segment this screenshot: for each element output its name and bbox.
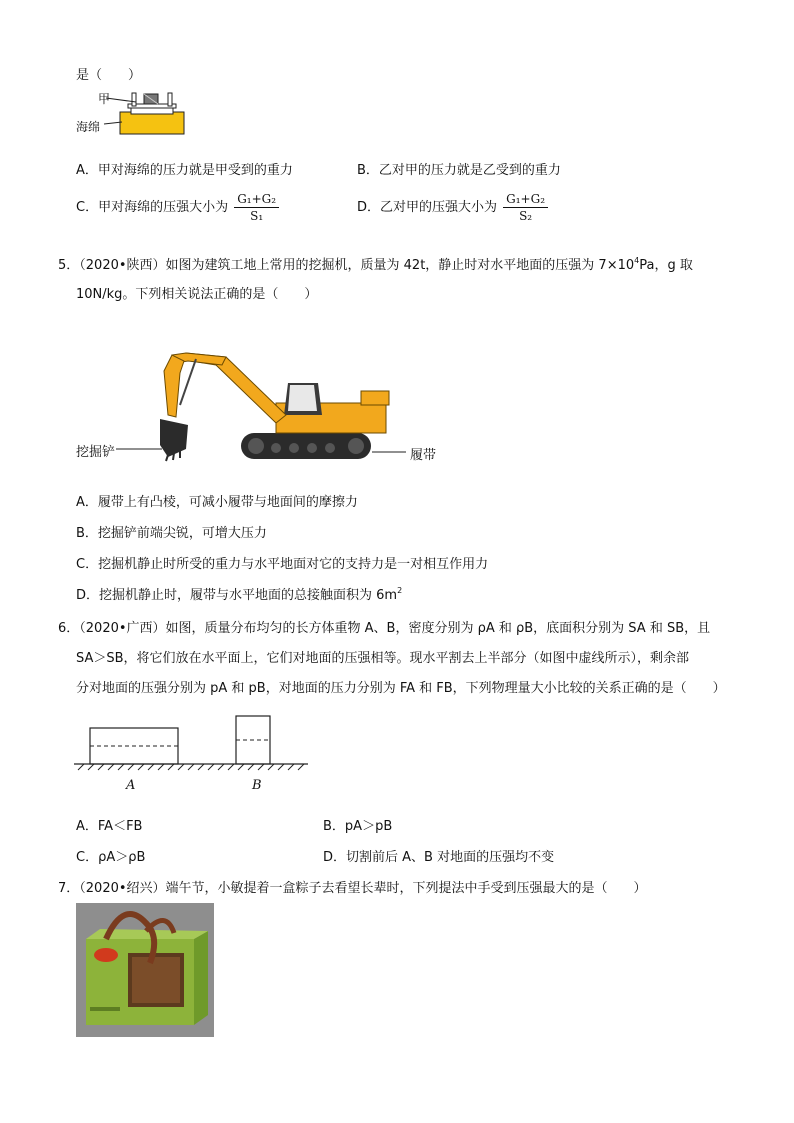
q4-option-d-denominator: S₂ xyxy=(519,209,533,223)
q7-gift-box-photo xyxy=(76,903,214,1037)
q6-option-b: B．pA＞pB xyxy=(323,819,393,834)
q4-option-b: B．乙对甲的压力就是乙受到的重力 xyxy=(357,163,561,178)
label-block-a: A xyxy=(126,778,136,793)
q4-stem-tail: 是（ ） xyxy=(76,68,142,83)
q4-option-c-fraction xyxy=(234,192,279,223)
q6-stem-line1: 6．（2020•广西）如图，质量分布均匀的长方体重物 A、B，密度分别为 ρA 和 ρB，底面积分别为 SA 和 SB，且 xyxy=(58,621,711,636)
q5-stem-part-a: 5．（2020•陕西）如图为建筑工地上常用的挖掘机，质量为 42t，静止时对水平地面的压强为 7×10 xyxy=(58,258,635,273)
q6-stem-line2: SA＞SB，将它们放在水平面上，它们对地面的压强相等。现水平割去上半部分（如图中虚线所示），剩余部 xyxy=(76,651,690,666)
q5-option-d-text: D．挖掘机静止时，履带与水平地面的总接触面积为 6m xyxy=(76,588,398,603)
q4-option-c xyxy=(76,192,279,223)
q4-option-d-fraction xyxy=(503,192,548,223)
q6-option-d: D．切割前后 A、B 对地面的压强均不变 xyxy=(323,850,555,865)
q5-option-d xyxy=(76,584,402,603)
q5-option-b: B．挖掘铲前端尖锐，可增大压力 xyxy=(76,526,267,541)
q4-option-c-numerator: G₁+G₂ xyxy=(234,192,279,208)
label-sponge: 海绵 xyxy=(76,120,101,134)
q4-option-a: A．甲对海绵的压力就是甲受到的重力 xyxy=(76,163,293,178)
q5-stem-exponent: 4 xyxy=(634,256,640,265)
q4-figure xyxy=(76,88,206,148)
q5-stem-line1 xyxy=(58,254,693,273)
q6-option-c: C．ρA＞ρB xyxy=(76,850,146,865)
q5-option-d-exponent: 2 xyxy=(397,586,403,595)
label-shovel: 挖掘铲 xyxy=(76,445,116,460)
q6-stem-line3: 分对地面的压强分别为 pA 和 pB，对地面的压力分别为 FA 和 FB，下列物理量大小比较的关系正确的是（ ） xyxy=(76,681,726,696)
q4-option-c-text: C．甲对海绵的压强大小为 xyxy=(76,200,229,215)
q4-option-c-denominator: S₁ xyxy=(250,209,264,223)
q6-option-a: A．FA＜FB xyxy=(76,819,143,834)
q5-excavator-figure xyxy=(76,345,456,475)
q6-blocks-figure xyxy=(74,712,314,798)
label-block-b: B xyxy=(252,778,262,793)
label-jia: 甲 xyxy=(98,92,111,106)
q5-stem-line2: 10N/kg。下列相关说法正确的是（ ） xyxy=(76,287,318,302)
q5-option-c: C．挖掘机静止时所受的重力与水平地面对它的支持力是一对相互作用力 xyxy=(76,557,489,572)
q5-stem-part-b: Pa，g 取 xyxy=(639,258,693,273)
q4-option-d-text: D．乙对甲的压强大小为 xyxy=(357,200,498,215)
q7-stem-line1: 7．（2020•绍兴）端午节，小敏提着一盒粽子去看望长辈时，下列提法中手受到压强最大的是（ ） xyxy=(58,881,647,896)
q4-option-d-numerator: G₁+G₂ xyxy=(503,192,548,208)
q5-option-a: A．履带上有凸棱，可减小履带与地面间的摩擦力 xyxy=(76,495,358,510)
q4-option-d xyxy=(357,192,548,223)
label-track: 履带 xyxy=(410,448,437,463)
